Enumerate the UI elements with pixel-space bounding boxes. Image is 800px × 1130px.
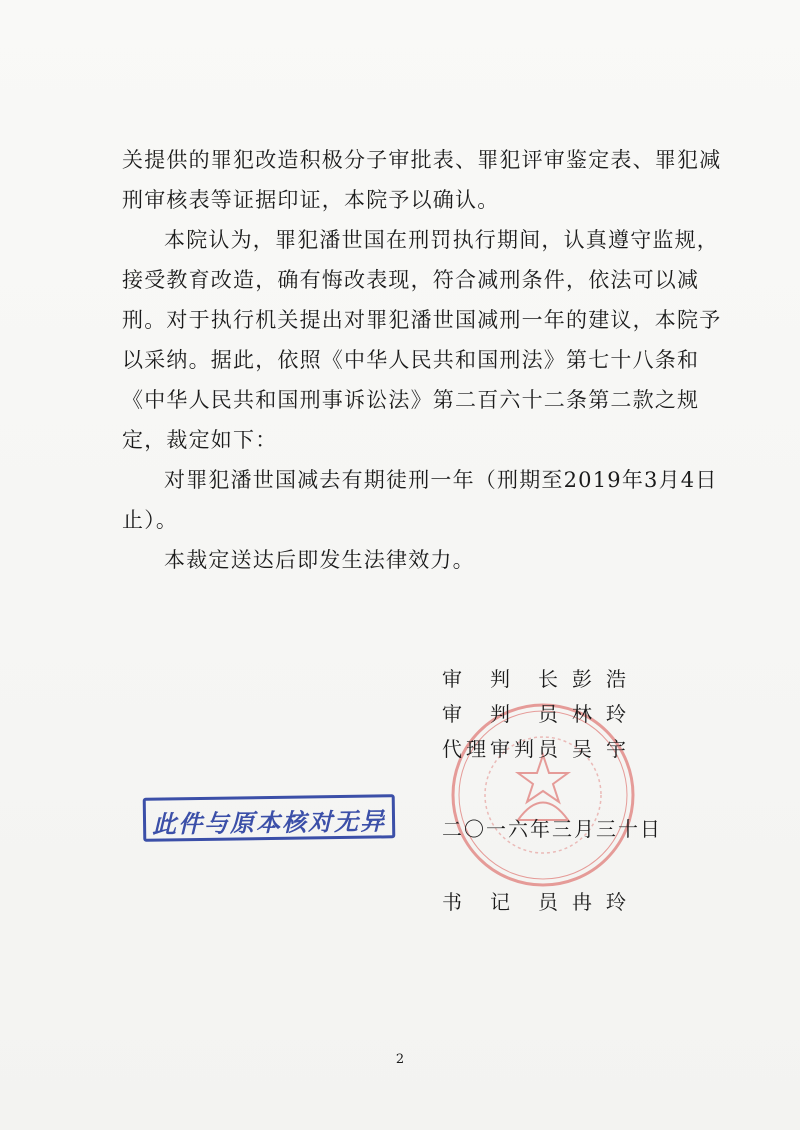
ruling-body: [122, 140, 722, 580]
signature-name: 吴宇: [572, 737, 640, 761]
signature-row-presiding-judge: [442, 662, 702, 697]
paragraph-court-opinion: 本院认为，罪犯潘世国在刑罚执行期间，认真遵守监规，接受教育改造，确有悔改表现，符合减刑条件，依法可以减刑。对于执行机关提出对罪犯潘世国减刑一年的建议，本院予以采纳。据此，依照《中华人民共和国刑法》第七十八条和《中华人民共和国刑事诉讼法》第二百六十二条第二款之规定，裁定如下：: [122, 228, 722, 452]
paragraph-ruling: 对罪犯潘世国减去有期徒刑一年（刑期至2019年3月4日止）。: [122, 468, 718, 532]
signature-role: 审判员: [442, 702, 560, 726]
signature-role: 审判长: [442, 667, 560, 691]
signature-row-judge: [442, 697, 702, 732]
verification-stamp-text: 此件与原本核对无异: [151, 807, 387, 839]
clerk-role: 书记员: [442, 890, 560, 914]
signature-row-acting-judge: [442, 732, 702, 767]
paragraph-evidence: 关提供的罪犯改造积极分子审批表、罪犯评审鉴定表、罪犯减刑审核表等证据印证，本院予以确认。: [122, 148, 722, 212]
clerk-signature: [442, 886, 640, 915]
signature-block: [442, 662, 702, 767]
paragraph-effect: 本裁定送达后即发生法律效力。: [164, 548, 475, 572]
clerk-name: 冉玲: [572, 890, 640, 914]
signature-role: 代理审判员: [442, 737, 560, 761]
signature-name: 彭浩: [572, 667, 640, 691]
verification-stamp: [143, 794, 396, 842]
page-number: 2: [395, 1052, 405, 1067]
signature-name: 林玲: [572, 702, 640, 726]
ruling-date: 二〇一六年三月三十日: [442, 817, 662, 841]
